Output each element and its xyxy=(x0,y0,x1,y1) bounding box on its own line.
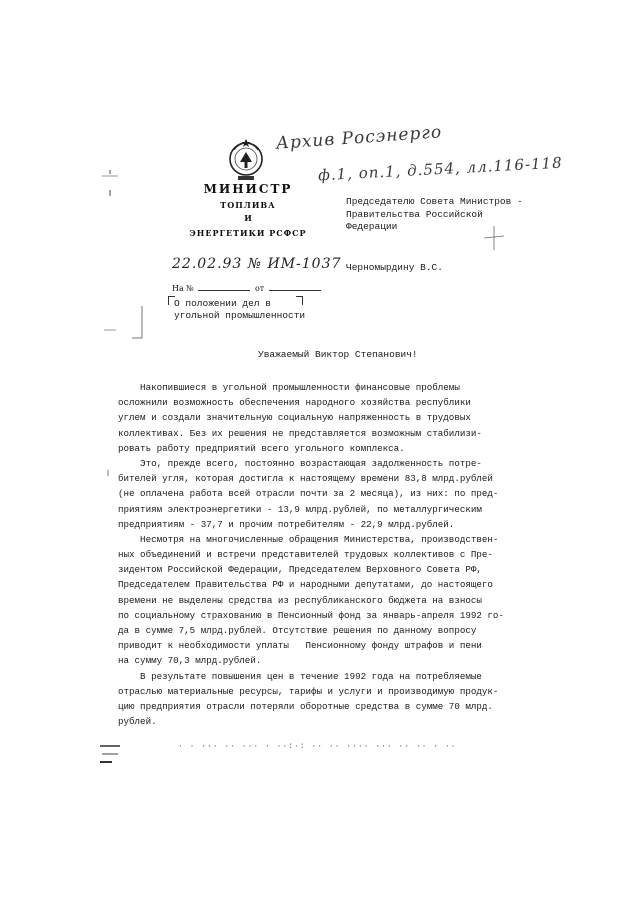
body-line: зидентом Российской Федерации, Председателем Верховного Совета РФ, xyxy=(118,564,482,576)
scan-mark-left xyxy=(130,306,144,340)
body-line: на сумму 70,3 млрд.рублей. xyxy=(118,655,262,667)
ministry-line-2: ТОПЛИВА xyxy=(220,200,276,210)
reference-number-prefix: На № xyxy=(172,284,194,293)
body-line: бителей угля, которая достигла к настоящему времени 83,8 млрд.рублей xyxy=(118,473,493,485)
handwritten-archive-line-2: ф.1, оп.1, д.554, лл.116-118 xyxy=(317,153,564,185)
body-line: по социальному страхованию в Пенсионный фонд за январь-апреля 1992 го- xyxy=(118,609,504,621)
body-line: приятиям электроэнергетики - 13,9 млрд.рублей, по металлургическим xyxy=(118,503,482,515)
reference-number-blank xyxy=(198,290,250,291)
body-line: Накопившиеся в угольной промышленности финансовые проблемы xyxy=(118,382,460,393)
salutation: Уважаемый Виктор Степанович! xyxy=(258,349,418,360)
body-line: предприятиям - 37,7 и прочим потребителям - 22,9 млрд.рублей. xyxy=(118,518,455,530)
ministry-line-3: И xyxy=(244,213,252,223)
letter-subject: О положении дел в угольной промышленности xyxy=(174,298,306,321)
body-line: (не оплачена работа всей отрасли почти за 2 месяца), из них: по пред- xyxy=(118,488,499,500)
handwritten-archive-line-1: Архив Росэнерго xyxy=(275,122,443,154)
body-line: Это, прежде всего, постоянно возрастающая задолженность потре- xyxy=(118,457,482,469)
body-line: ровать работу предприятий всего угольного комплекса. xyxy=(118,442,405,454)
body-line: Несмотря на многочисленные обращения Министерства, производствен- xyxy=(118,533,499,545)
scan-edge-marks xyxy=(98,150,122,770)
addressee-title: Председателю Совета Министров - Правительства Российской Федерации xyxy=(346,196,523,232)
body-line: В результате повышения цен в течение 1992 года на потребляемые xyxy=(118,670,482,682)
ministry-title: МИНИСТР xyxy=(203,182,293,196)
handwritten-outgoing-number: 22.02.93 № ИМ-1037 xyxy=(172,256,342,272)
coat-of-arms-icon xyxy=(226,138,266,182)
scan-noise: · · ··· ·· ··· · ··:·: ·· ·· ···· ··· ·· ·· · ·· xyxy=(178,742,457,751)
body-line: коллективах. Без их решения не представляется возможным стабилизи- xyxy=(118,427,482,439)
letter-body xyxy=(118,380,518,729)
body-line: отраслью материальные ресурсы, тарифы и услуги и производимую продук- xyxy=(118,685,499,697)
body-line: осложнили возможность обеспечения народного хозяйства республики xyxy=(118,397,471,409)
body-line: Председателем Правительства РФ и народными депутатами, до настоящего xyxy=(118,579,493,591)
ministry-line-4: ЭНЕРГЕТИКИ РСФСР xyxy=(189,228,307,238)
reference-number-line xyxy=(172,284,323,293)
reference-number-from: от xyxy=(254,284,265,293)
reference-date-blank xyxy=(269,290,321,291)
addressee-name: Черномырдину В.С. xyxy=(346,262,443,273)
body-line: углем и создали значительную социальную напряженность в трудовых xyxy=(118,412,471,424)
body-line: да в сумме 7,5 млрд.рублей. Отсутствие решения по данному вопросу xyxy=(118,625,477,636)
body-line: приводит к необходимости уплаты Пенсионному фонду штрафов и пени xyxy=(118,640,482,652)
scan-mark-right xyxy=(482,224,506,254)
body-line: рублей. xyxy=(118,716,157,728)
body-line: ных объединений и встречи представителей трудовых коллективов с Пре- xyxy=(118,549,493,561)
body-line: времени не выделены средства из республиканского бюджета на взносы xyxy=(118,594,482,606)
body-line: цию предприятия отрасли потеряли оборотные средства в сумме 70 млрд. xyxy=(118,700,493,712)
